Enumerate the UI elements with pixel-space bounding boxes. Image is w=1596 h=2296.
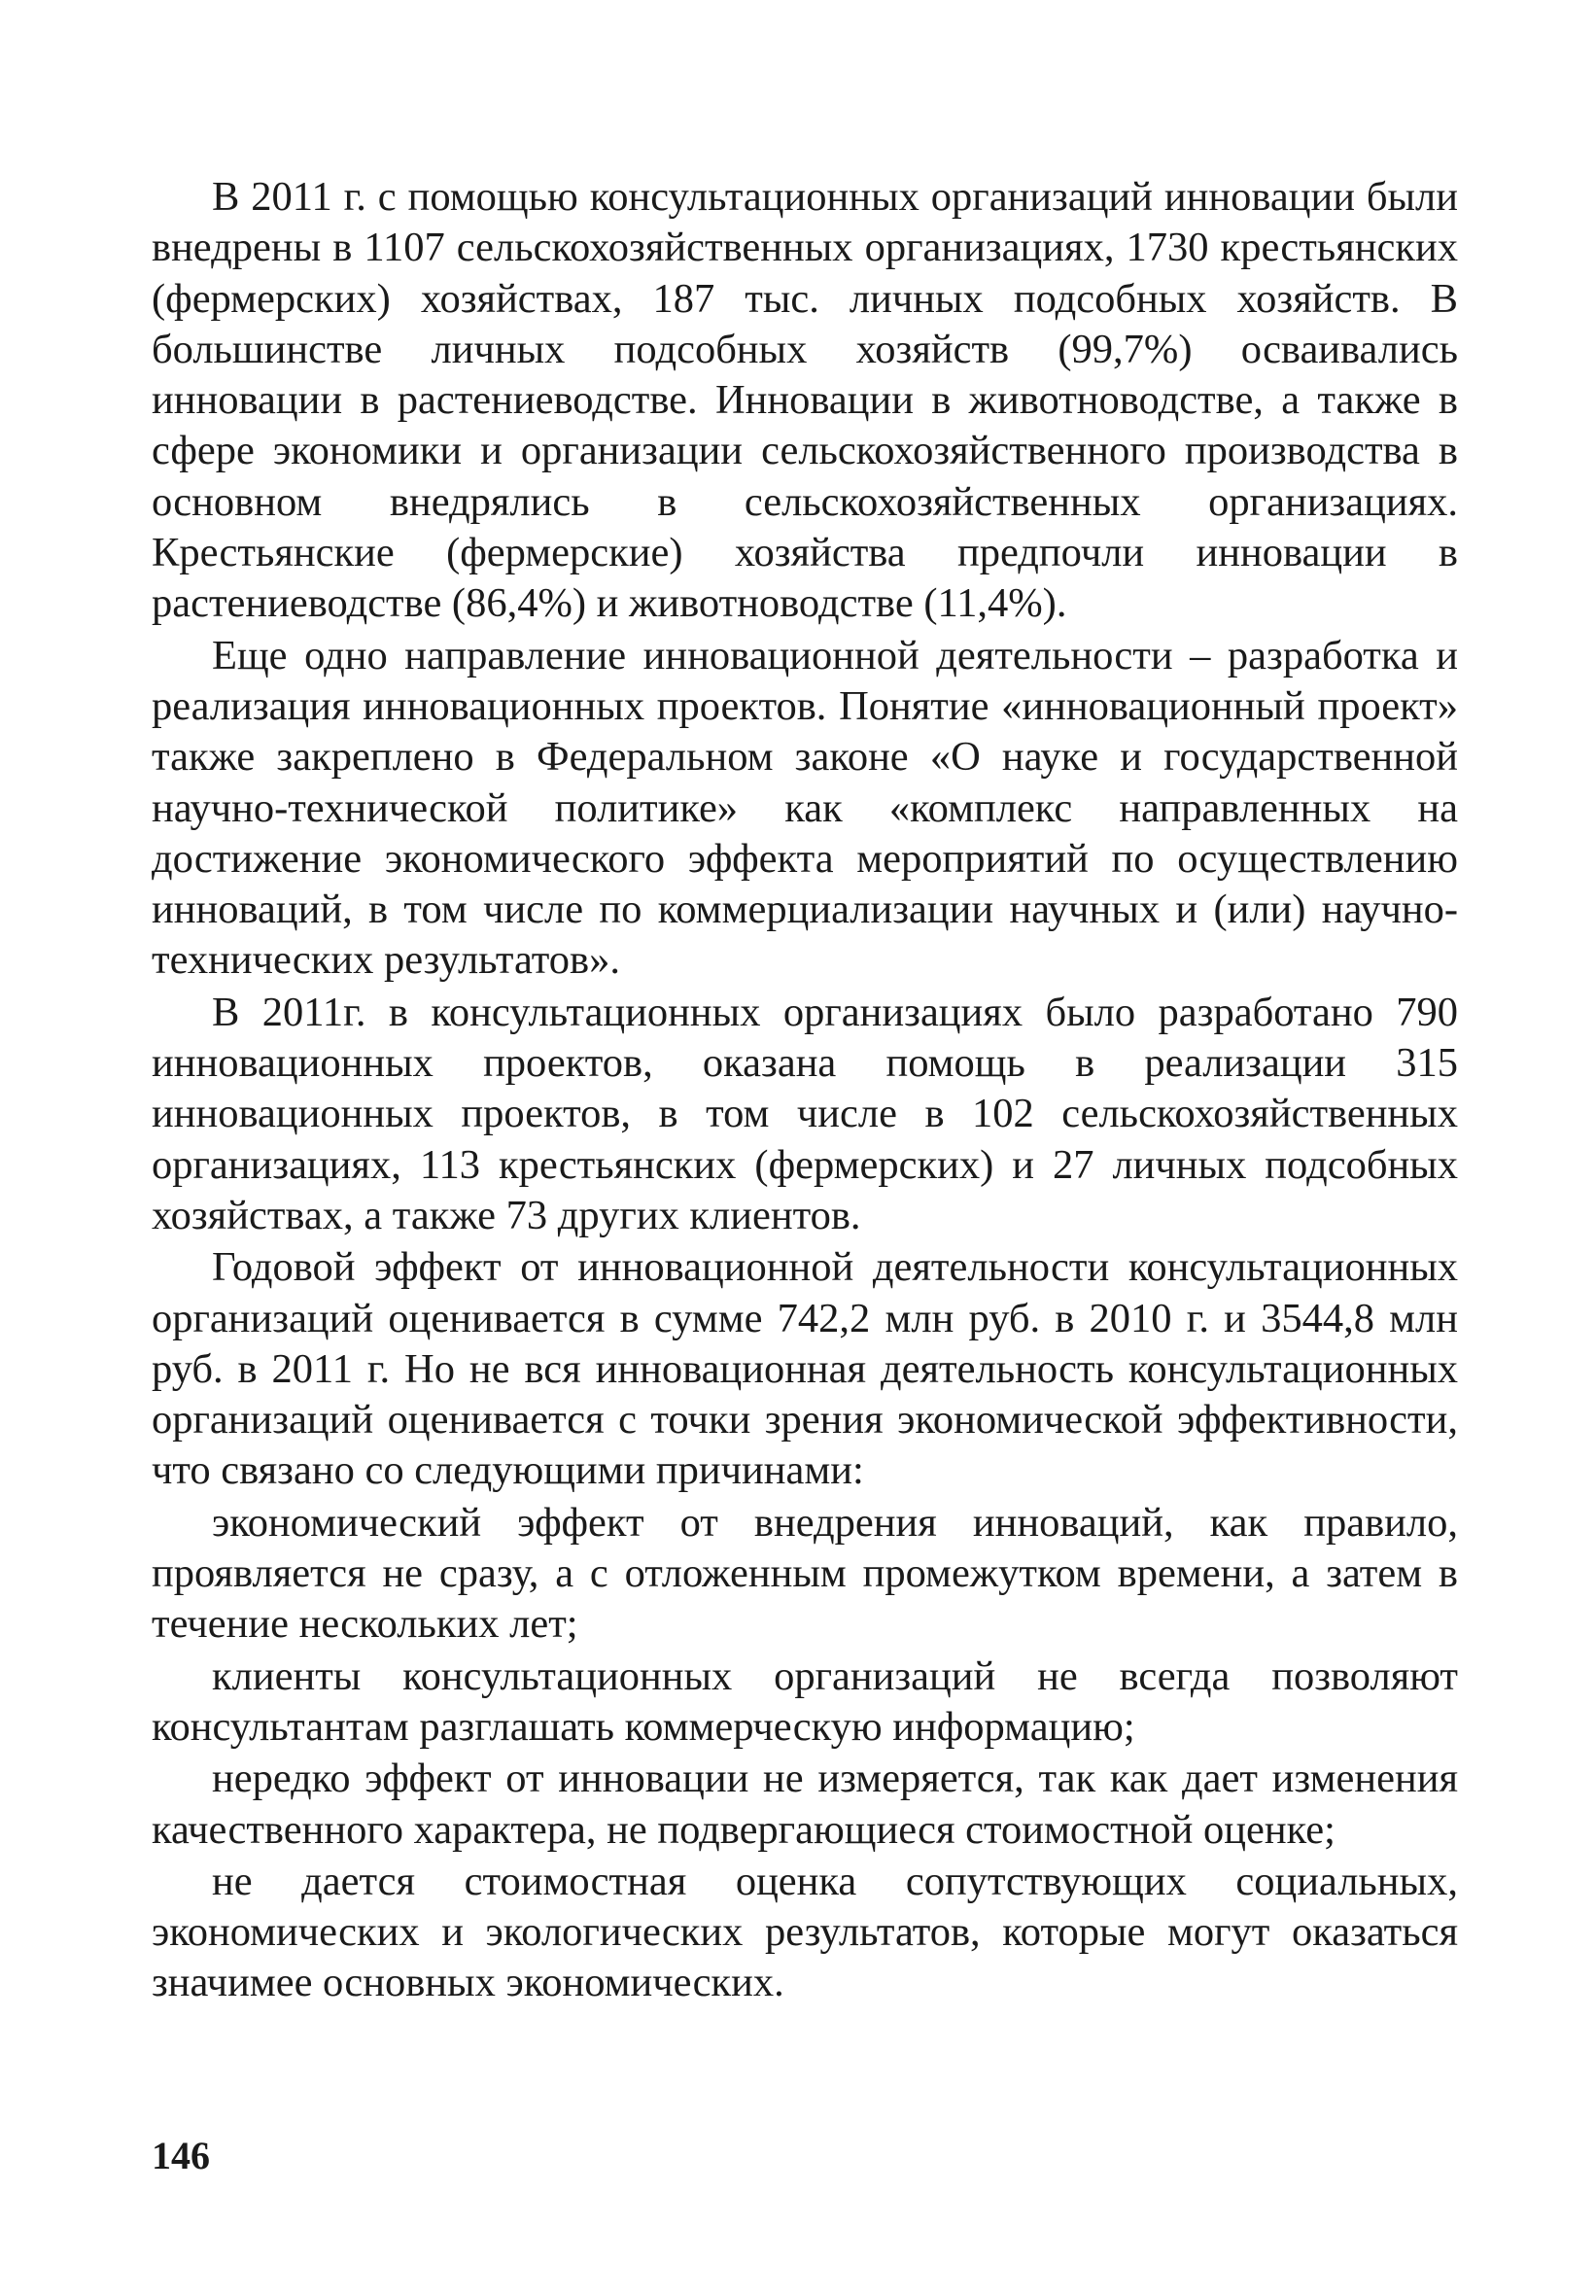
paragraph-projects-2011: В 2011г. в консультационных организациях было разработано 790 инновационных проектов, оказана помощь в реализации 315 инновационных проектов, в том числе в 102 сельскохозяйственных организациях, 113 крестьянских (фермерских) и 27 личных подсобных хозяйствах, а также 73 других клиентов. — [152, 989, 1458, 1238]
list-item-qualitative-changes: нередко эффект от инновации не измеряется, так как дает изменения качественного характера, не подвергающиеся стоимостной оценке; — [152, 1756, 1458, 1853]
paragraph-innovation-projects: Еще одно направление инновационной деятельности – разработка и реализация инновационных проектов. Понятие «инновационный проект» также закреплено в Федеральном законе «О науке и государственной научно-технической политике» как «комплекс направленных на достижение экономического эффекта мероприятий по осуществлению инноваций, в том числе по коммерциализации научных и (или) научно-технических результатов». — [152, 632, 1458, 984]
paragraph-annual-effect: Годовой эффект от инновационной деятельности консультационных организаций оценивается в сумме 742,2 млн руб. в 2010 г. и 3544,8 млн руб. в 2011 г. Но не вся инновационная деятельность консультационных организаций оценивается с точки зрения экономической эффективности, что связано со следующими причинами: — [152, 1244, 1458, 1494]
page-number: 146 — [152, 2134, 210, 2177]
body-text — [152, 172, 1458, 2009]
list-item-side-results: не дается стоимостная оценка сопутствующих социальных, экономических и экологических результатов, которые могут оказаться значимее основных экономических. — [152, 1858, 1458, 2006]
paragraph-innovations-2011: В 2011 г. с помощью консультационных организаций инновации были внедрены в 1107 сельскохозяйственных организациях, 1730 крестьянских (фермерских) хозяйствах, 187 тыс. личных подсобных хозяйств. В большинстве личных подсобных хозяйств (99,7%) осваивались инновации в растениеводстве. Инновации в животноводстве, а также в сфере экономики и организации сельскохозяйственного производства в основном внедрялись в сельскохозяйственных организациях. Крестьянские (фермерские) хозяйства предпочли инновации в растениеводстве (86,4%) и животноводстве (11,4%). — [152, 174, 1458, 627]
list-item-delayed-effect: экономический эффект от внедрения инноваций, как правило, проявляется не сразу, а с отложенным промежутком времени, а затем в течение нескольких лет; — [152, 1499, 1458, 1648]
list-item-commercial-info: клиенты консультационных организаций не всегда позволяют консультантам разглашать коммерческую информацию; — [152, 1652, 1458, 1750]
